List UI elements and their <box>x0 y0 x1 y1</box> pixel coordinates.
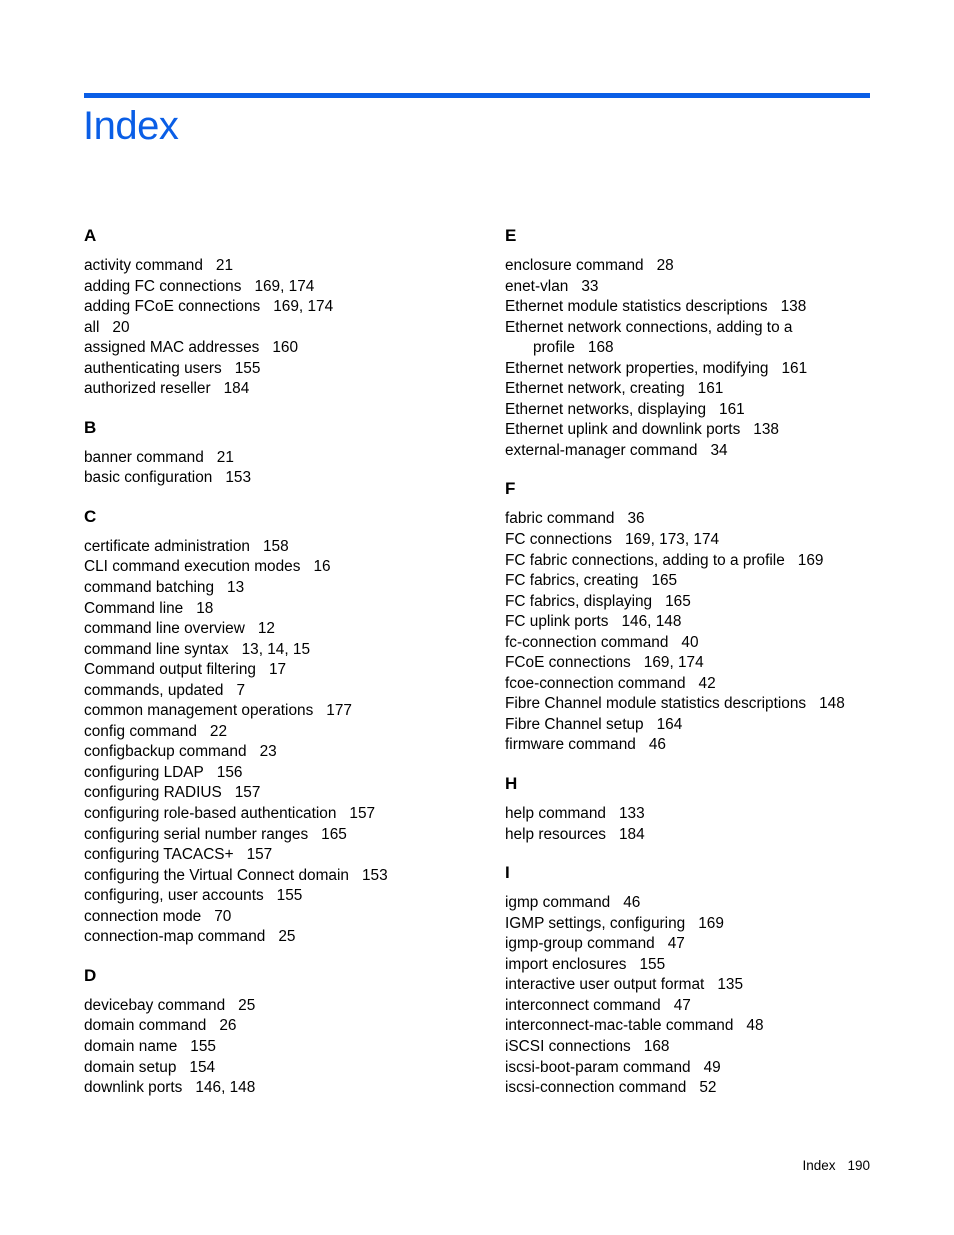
index-entry <box>84 783 484 804</box>
index-page-refs[interactable]: 161 <box>697 380 724 398</box>
index-term: iscsi-connection command <box>505 1079 687 1097</box>
index-page-refs[interactable]: 153 <box>225 469 252 487</box>
index-page-refs[interactable]: 169, 173, 174 <box>624 531 720 549</box>
index-page-refs[interactable]: 52 <box>699 1079 717 1097</box>
index-column-left <box>84 222 484 1113</box>
index-term: activity command <box>84 257 203 274</box>
index-entry <box>84 599 484 620</box>
index-page-refs[interactable]: 168 <box>587 339 614 357</box>
index-term: help command <box>505 805 606 823</box>
index-entry <box>84 256 484 277</box>
index-page-refs[interactable]: 155 <box>276 887 303 905</box>
index-entry-list <box>505 804 870 845</box>
index-entry-list <box>505 509 870 756</box>
index-entry <box>84 845 484 866</box>
index-term: command line overview <box>84 620 245 638</box>
index-entry <box>505 1037 870 1058</box>
index-term: domain name <box>84 1037 178 1055</box>
index-entry <box>84 557 484 578</box>
index-entry <box>505 256 870 277</box>
index-entry <box>84 379 484 400</box>
index-term: Ethernet network, creating <box>505 380 685 398</box>
index-page-refs[interactable]: 184 <box>618 825 645 843</box>
index-term: Ethernet networks, displaying <box>505 400 707 418</box>
index-section-d <box>84 962 484 1099</box>
index-term: Ethernet network connections, adding to a profile <box>505 318 793 357</box>
index-entry <box>505 509 870 530</box>
section-letter: A <box>84 226 97 245</box>
index-term: FC fabric connections, adding to a profile <box>505 551 785 569</box>
index-page-refs[interactable]: 47 <box>667 935 685 953</box>
index-term: connection-map command <box>84 928 266 946</box>
index-entry <box>84 927 484 948</box>
page-footer <box>802 1158 870 1173</box>
index-page-refs[interactable]: 169 <box>797 551 824 569</box>
index-term: certificate administration <box>84 537 250 555</box>
index-page-refs[interactable]: 135 <box>717 976 744 994</box>
index-page-refs[interactable]: 158 <box>262 537 289 555</box>
index-term: fcoe-connection command <box>505 674 686 692</box>
index-page-refs[interactable]: 13, 14, 15 <box>241 640 311 658</box>
index-page-refs[interactable]: 156 <box>216 763 243 781</box>
index-term: CLI command execution modes <box>84 558 301 576</box>
index-page-refs[interactable]: 70 <box>214 907 232 925</box>
section-letter: D <box>84 965 97 985</box>
index-term: fc-connection command <box>505 633 669 651</box>
index-term: domain command <box>84 1017 207 1035</box>
index-term: authenticating users <box>84 359 222 377</box>
title-rule <box>84 93 870 98</box>
index-page-refs[interactable]: 169, 174 <box>254 277 315 295</box>
index-page-refs[interactable]: 157 <box>234 784 261 802</box>
index-entry <box>505 551 870 572</box>
index-entry <box>505 955 870 976</box>
index-term: domain setup <box>84 1058 177 1076</box>
index-entry-list <box>505 893 870 1098</box>
index-page-refs[interactable]: 165 <box>651 572 678 590</box>
index-term: interconnect-mac-table command <box>505 1017 734 1035</box>
index-page-refs[interactable]: 169, 174 <box>643 654 704 672</box>
index-entry <box>84 907 484 928</box>
index-column-right <box>505 222 870 1113</box>
index-entry <box>84 359 484 380</box>
index-page-refs[interactable]: 34 <box>710 441 728 459</box>
index-entry <box>84 660 484 681</box>
index-page-refs[interactable]: 20 <box>112 318 130 336</box>
index-entry <box>84 640 484 661</box>
index-page-refs[interactable]: 21 <box>216 448 234 466</box>
index-entry <box>505 420 870 441</box>
index-page-refs[interactable]: 33 <box>581 277 599 295</box>
index-entry <box>84 619 484 640</box>
index-page-refs[interactable]: 157 <box>349 805 376 823</box>
index-term: FC fabrics, displaying <box>505 592 653 610</box>
index-entry <box>505 400 870 421</box>
index-entry <box>84 886 484 907</box>
index-term: configuring LDAP <box>84 763 204 781</box>
index-page-refs[interactable]: 154 <box>189 1058 216 1076</box>
index-term: interactive user output format <box>505 976 705 994</box>
index-page-refs[interactable]: 16 <box>313 558 331 576</box>
index-term: basic configuration <box>84 469 213 487</box>
index-term: all <box>84 318 100 336</box>
index-page-refs[interactable]: 165 <box>321 825 347 843</box>
index-page-refs[interactable]: 155 <box>639 955 666 973</box>
index-entry <box>84 763 484 784</box>
index-page-refs[interactable]: 49 <box>703 1058 721 1076</box>
index-page-refs[interactable]: 146, 148 <box>195 1079 256 1097</box>
index-term: commands, updated <box>84 681 224 699</box>
index-term: igmp-group command <box>505 935 655 953</box>
index-entry <box>84 742 484 763</box>
index-entry <box>84 338 484 359</box>
index-page-refs[interactable]: 47 <box>673 996 691 1014</box>
index-entry <box>505 674 870 695</box>
index-term: Fibre Channel module statistics descriptions <box>505 695 807 713</box>
index-page-refs[interactable]: 155 <box>190 1037 216 1055</box>
index-entry <box>505 934 870 955</box>
index-term: configuring role-based authentication <box>84 805 337 823</box>
index-term: external-manager command <box>505 441 698 459</box>
index-term: import enclosures <box>505 955 627 973</box>
index-page-refs[interactable]: 161 <box>719 400 745 418</box>
index-term: adding FC connections <box>84 277 242 295</box>
index-term: help resources <box>505 825 606 843</box>
footer-page-number: 190 <box>847 1158 870 1173</box>
index-page-refs[interactable]: 168 <box>643 1037 670 1055</box>
index-entry <box>84 537 484 558</box>
index-term: FCoE connections <box>505 654 631 672</box>
index-entry <box>84 804 484 825</box>
index-section-e <box>505 222 870 461</box>
index-section-b <box>84 414 484 489</box>
index-entry <box>84 1016 484 1037</box>
index-entry <box>505 297 870 318</box>
index-section-f <box>505 475 870 756</box>
index-page-refs[interactable]: 155 <box>234 359 261 377</box>
index-entry <box>84 468 484 489</box>
index-term: configuring serial number ranges <box>84 825 309 843</box>
index-entry-list <box>84 996 484 1099</box>
index-entry <box>84 825 484 846</box>
index-term: firmware command <box>505 736 636 754</box>
index-page-refs[interactable]: 164 <box>656 715 683 733</box>
index-page-refs[interactable]: 25 <box>238 996 256 1014</box>
index-page-refs[interactable]: 13 <box>227 579 245 597</box>
index-entry <box>505 735 870 756</box>
index-section-i <box>505 859 870 1098</box>
index-entry-list <box>84 448 484 489</box>
index-entry <box>505 804 870 825</box>
index-term: Fibre Channel setup <box>505 715 644 733</box>
index-entry <box>84 996 484 1017</box>
index-entry <box>505 359 870 380</box>
index-page-refs[interactable]: 177 <box>326 702 352 720</box>
index-term: configbackup command <box>84 743 247 761</box>
index-entry <box>505 592 870 613</box>
index-page-refs[interactable]: 42 <box>698 674 716 692</box>
index-term: command line syntax <box>84 640 229 658</box>
index-term: Ethernet network properties, modifying <box>505 359 769 377</box>
index-entry <box>84 1078 484 1099</box>
index-entry-list <box>505 256 870 461</box>
index-term: iSCSI connections <box>505 1037 631 1055</box>
index-page-refs[interactable]: 138 <box>780 298 807 316</box>
index-entry <box>84 1058 484 1079</box>
index-entry <box>505 379 870 400</box>
index-entry <box>84 318 484 339</box>
index-page-refs[interactable]: 157 <box>246 846 273 864</box>
index-term: Command line <box>84 599 184 617</box>
index-page-refs[interactable]: 165 <box>665 592 691 610</box>
index-entry <box>505 975 870 996</box>
index-term: assigned MAC addresses <box>84 339 260 357</box>
index-term: fabric command <box>505 510 615 528</box>
index-page-refs[interactable]: 153 <box>361 866 388 884</box>
index-term: Command output filtering <box>84 661 256 679</box>
index-page-refs[interactable]: 22 <box>209 722 228 740</box>
index-term: downlink ports <box>84 1079 183 1097</box>
index-entry <box>505 694 870 715</box>
index-term: configuring RADIUS <box>84 784 222 802</box>
index-term: FC uplink ports <box>505 613 609 631</box>
index-term: Ethernet uplink and downlink ports <box>505 421 741 439</box>
index-entry <box>505 571 870 592</box>
section-letter: I <box>505 863 510 883</box>
page-title: Index <box>83 104 179 148</box>
index-entry <box>84 578 484 599</box>
index-page-refs[interactable]: 7 <box>236 681 246 699</box>
index-page-refs[interactable]: 26 <box>219 1017 237 1035</box>
index-term: command batching <box>84 579 215 597</box>
index-entry <box>505 277 870 298</box>
index-page-refs[interactable]: 40 <box>681 633 699 651</box>
index-term: interconnect command <box>505 996 661 1014</box>
index-term: Ethernet module statistics descriptions <box>505 298 768 316</box>
index-page-refs[interactable]: 46 <box>623 894 641 912</box>
index-term: FC fabrics, creating <box>505 572 639 590</box>
index-entry <box>505 1058 870 1079</box>
index-term: IGMP settings, configuring <box>505 914 686 932</box>
index-entry <box>84 1037 484 1058</box>
index-page-refs[interactable]: 138 <box>753 421 779 439</box>
index-term: common management operations <box>84 702 314 720</box>
index-page-refs[interactable]: 12 <box>257 620 275 638</box>
index-entry <box>84 701 484 722</box>
index-page-refs[interactable]: 184 <box>223 380 250 398</box>
section-letter: F <box>505 479 516 499</box>
index-section-h <box>505 770 870 845</box>
index-entry <box>505 1016 870 1037</box>
index-term: FC connections <box>505 531 612 549</box>
index-page-refs[interactable]: 25 <box>278 928 296 946</box>
index-entry <box>84 722 484 743</box>
index-term: iscsi-boot-param command <box>505 1058 691 1076</box>
index-term: adding FCoE connections <box>84 298 261 316</box>
footer-label: Index <box>802 1158 836 1173</box>
index-entry <box>505 914 870 935</box>
index-entry <box>505 318 870 359</box>
index-entry-list <box>84 537 484 948</box>
section-letter: C <box>84 506 97 526</box>
index-entry <box>505 1078 870 1099</box>
index-term: banner command <box>84 448 204 466</box>
index-section-a <box>84 222 484 400</box>
index-term: enet-vlan <box>505 277 569 295</box>
index-page-refs[interactable]: 18 <box>196 599 214 617</box>
index-entry <box>84 277 484 298</box>
index-entry-list <box>84 256 484 400</box>
index-term: configuring the Virtual Connect domain <box>84 866 349 884</box>
index-entry <box>505 825 870 846</box>
section-letter: H <box>505 774 518 794</box>
index-term: devicebay command <box>84 996 226 1014</box>
index-term: config command <box>84 722 197 740</box>
index-page-refs[interactable]: 17 <box>268 661 287 679</box>
index-entry <box>505 996 870 1017</box>
index-entry <box>505 530 870 551</box>
index-page-refs[interactable]: 23 <box>259 743 277 761</box>
section-letter: B <box>84 417 97 437</box>
index-entry <box>84 448 484 469</box>
index-page-refs[interactable]: 133 <box>618 805 645 823</box>
index-page-refs[interactable]: 160 <box>272 339 299 357</box>
index-term: connection mode <box>84 907 202 925</box>
index-entry <box>505 653 870 674</box>
index-entry <box>505 441 870 462</box>
index-page-refs[interactable]: 28 <box>656 257 674 274</box>
index-entry <box>84 866 484 887</box>
index-term: configuring, user accounts <box>84 887 264 905</box>
index-page-refs[interactable]: 161 <box>781 359 808 377</box>
index-entry <box>505 893 870 914</box>
index-term: configuring TACACS+ <box>84 846 234 864</box>
section-letter: E <box>505 226 517 245</box>
index-page-refs[interactable]: 169, 174 <box>273 298 334 316</box>
index-entry <box>84 297 484 318</box>
index-section-c <box>84 503 484 948</box>
index-page-refs[interactable]: 46 <box>648 736 666 754</box>
index-term: igmp command <box>505 894 611 912</box>
index-entry <box>505 715 870 736</box>
index-entry <box>505 612 870 633</box>
index-entry <box>84 681 484 702</box>
index-page-refs[interactable]: 169 <box>698 914 724 932</box>
index-term: enclosure command <box>505 257 644 274</box>
index-page-refs[interactable]: 148 <box>819 695 845 713</box>
index-page-refs[interactable]: 21 <box>215 257 234 274</box>
index-term: authorized reseller <box>84 380 211 398</box>
index-page-refs[interactable]: 36 <box>627 510 645 528</box>
index-entry <box>505 633 870 654</box>
index-page-refs[interactable]: 146, 148 <box>621 613 682 631</box>
index-page-refs[interactable]: 48 <box>746 1017 764 1035</box>
